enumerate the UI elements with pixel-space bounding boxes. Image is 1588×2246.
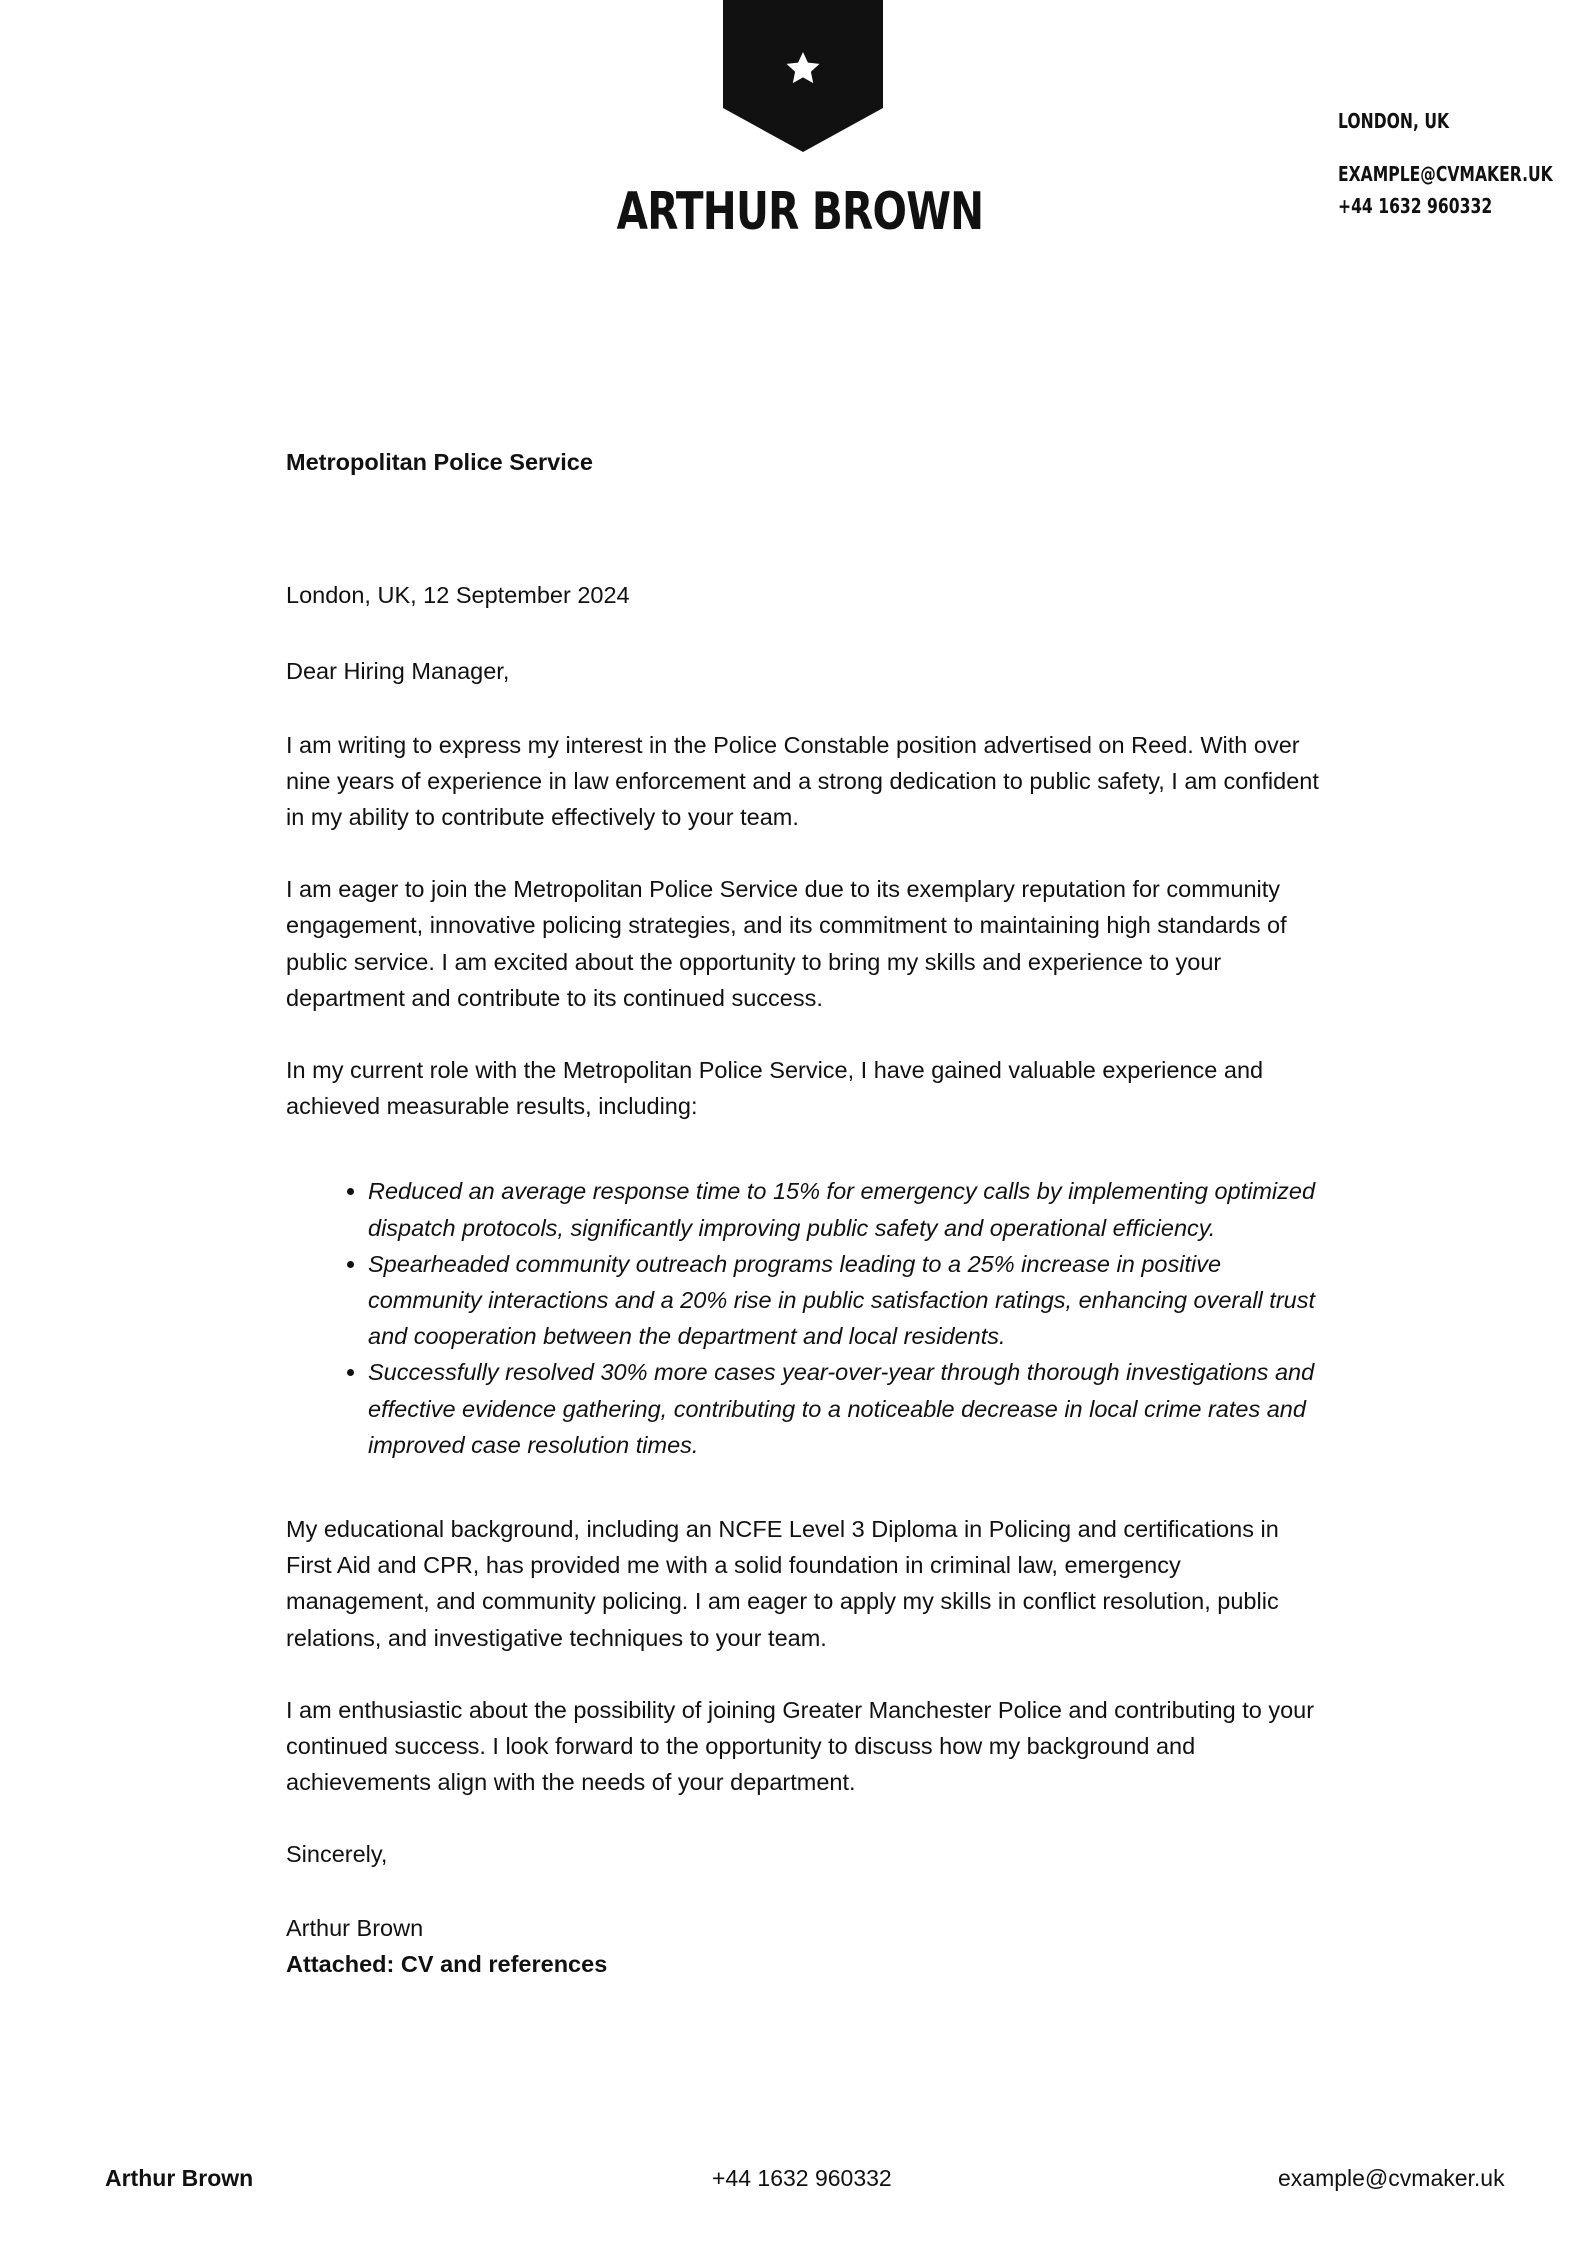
date-line: London, UK, 12 September 2024 [286, 582, 630, 609]
footer-email[interactable]: example@cvmaker.uk [1278, 2165, 1505, 2191]
header-phone[interactable]: +44 1632 960332 [1338, 194, 1493, 218]
signature-name: Arthur Brown [286, 1914, 424, 1941]
footer-name: Arthur Brown [105, 2165, 254, 2191]
achievements-list [286, 1173, 1326, 1463]
paragraph-experience: In my current role with the Metropolitan Police Service, I have gained valuable experience and achieved measurable results, including: [286, 1057, 1264, 1120]
paragraph-motivation: I am eager to join the Metropolitan Police Service due to its exemplary reputation for community engagement, innovative policing strategies, and its commitment to maintaining high standards of public service. I am excited about the opportunity to bring my skills and experience to your department and contribute to its continued success. [286, 876, 1287, 1011]
list-item: • Spearheaded community outreach programs leading to a 25% increase in positive community interactions and a 20% rise in public satisfaction ratings, enhancing overall trust and cooperation between the department and local residents. [368, 1246, 1326, 1355]
page-title: ARTHUR BROWN [616, 182, 984, 242]
header-email[interactable]: EXAMPLE@CVMAKER.UK [1338, 162, 1553, 186]
star-icon [723, 0, 883, 152]
header-badge [723, 0, 883, 152]
paragraph-intro: I am writing to express my interest in the Police Constable position advertised on Reed. With over nine years of experience in law enforcement and a strong dedication to public safety, I am confident in my ability to contribute effectively to your team. [286, 731, 1319, 831]
paragraph-education: My educational background, including an NCFE Level 3 Diploma in Policing and certifications in First Aid and CPR, has provided me with a solid foundation in criminal law, emergency management, and community policing. I am eager to apply my skills in conflict resolution, public relations, and investigative techniques to your team. [286, 1516, 1279, 1651]
letter-body [286, 444, 1326, 1982]
salutation: Dear Hiring Manager, [286, 658, 510, 685]
list-item: • Reduced an average response time to 15% for emergency calls by implementing optimized dispatch protocols, significantly improving public safety and operational efficiency. [368, 1173, 1326, 1245]
recipient-company: Metropolitan Police Service [286, 449, 593, 475]
footer-phone[interactable]: +44 1632 960332 [712, 2165, 892, 2191]
attachment-note: Attached: CV and references [286, 1950, 608, 1977]
list-item: • Successfully resolved 30% more cases year-over-year through thorough investigations and effective evidence gathering, contributing to a noticeable decrease in local crime rates and improved case resolution times. [368, 1354, 1326, 1463]
closing-word: Sincerely, [286, 1841, 388, 1868]
paragraph-closing: I am enthusiastic about the possibility of joining Greater Manchester Police and contributing to your continued success. I look forward to the opportunity to discuss how my background and achievements align with the needs of your department. [286, 1696, 1315, 1796]
header-contact [1338, 105, 1553, 222]
header-location: LONDON, UK [1338, 109, 1450, 133]
